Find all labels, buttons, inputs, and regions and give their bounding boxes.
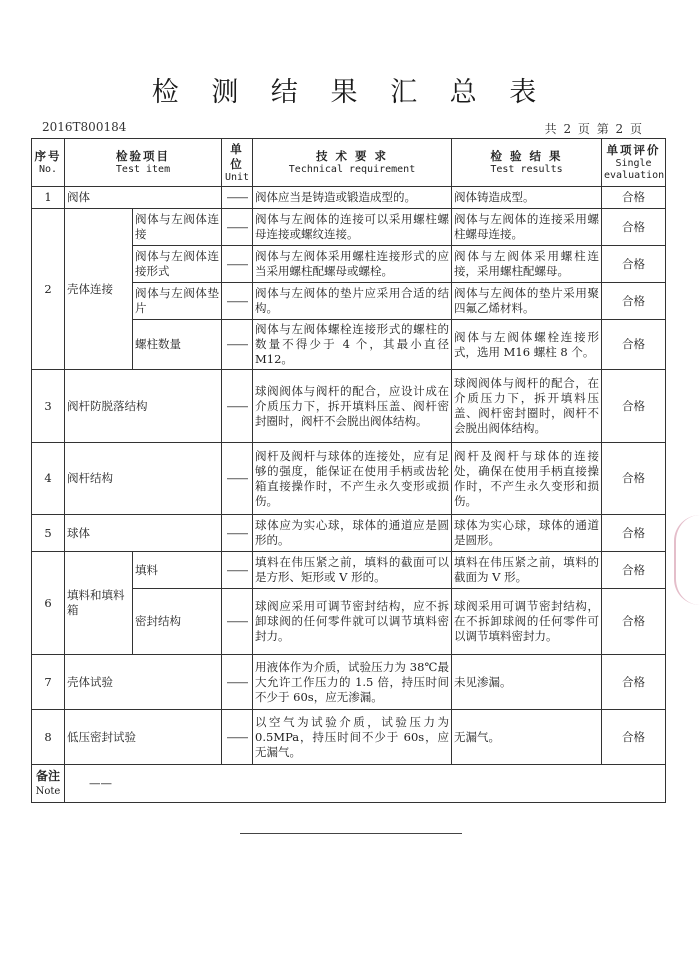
row-unit: —— bbox=[222, 515, 253, 552]
table-row bbox=[32, 710, 666, 765]
row-item: 填料和填料箱 bbox=[65, 552, 133, 655]
stamp-mark bbox=[674, 515, 700, 605]
table-row bbox=[32, 187, 666, 209]
remark-label: 备注 Note bbox=[32, 765, 65, 803]
row-no: 4 bbox=[32, 443, 65, 515]
row-requirement: 用液体作为介质，试验压力为 38℃最大允许工作压力的 1.5 倍，持压时间不少于 60s，应无渗漏。 bbox=[253, 655, 452, 710]
row-evaluation: 合格 bbox=[602, 552, 666, 589]
row-result: 未见渗漏。 bbox=[452, 655, 602, 710]
row-evaluation: 合格 bbox=[602, 283, 666, 320]
header-unit: 单位 Unit bbox=[222, 139, 253, 187]
row-unit: —— bbox=[222, 443, 253, 515]
row-no: 7 bbox=[32, 655, 65, 710]
row-evaluation: 合格 bbox=[602, 370, 666, 443]
row-result: 阀体与左阀体的垫片采用聚四氟乙烯材料。 bbox=[452, 283, 602, 320]
row-evaluation: 合格 bbox=[602, 515, 666, 552]
row-evaluation: 合格 bbox=[602, 209, 666, 246]
row-subitem: 填料 bbox=[133, 552, 222, 589]
header-row bbox=[32, 139, 666, 187]
row-no: 3 bbox=[32, 370, 65, 443]
header-seq: 序号 No. bbox=[32, 139, 65, 187]
remark-row bbox=[32, 765, 666, 803]
header-item: 检验项目 Test item bbox=[65, 139, 222, 187]
row-unit: —— bbox=[222, 655, 253, 710]
row-item: 阀杆结构 bbox=[65, 443, 222, 515]
row-unit: —— bbox=[222, 187, 253, 209]
row-result: 阀体铸造成型。 bbox=[452, 187, 602, 209]
row-result: 阀体与左阀体的连接采用螺柱螺母连接。 bbox=[452, 209, 602, 246]
row-item: 阀杆防脱落结构 bbox=[65, 370, 222, 443]
row-no: 2 bbox=[32, 209, 65, 370]
table-row bbox=[32, 209, 666, 246]
row-item: 壳体试验 bbox=[65, 655, 222, 710]
row-evaluation: 合格 bbox=[602, 443, 666, 515]
row-result: 球阀采用可调节密封结构，在不拆卸球阀的任何零件可以调节填料密封力。 bbox=[452, 589, 602, 655]
table-row bbox=[32, 655, 666, 710]
row-item: 阀体 bbox=[65, 187, 222, 209]
row-unit: —— bbox=[222, 209, 253, 246]
row-unit: —— bbox=[222, 320, 253, 370]
page-info: 共 2 页 第 2 页 bbox=[544, 122, 642, 136]
row-result: 球阀阀体与阀杆的配合，在介质压力下，拆开填料压盖、阀杆密封圈时，阀杆不会脱出阀体结构。 bbox=[452, 370, 602, 443]
row-requirement: 球体应为实心球，球体的通道应是圆形的。 bbox=[253, 515, 452, 552]
row-evaluation: 合格 bbox=[602, 589, 666, 655]
row-result: 阀体与左阀体螺栓连接形式，选用 M16 螺柱 8 个。 bbox=[452, 320, 602, 370]
row-result: 阀体与左阀体采用螺柱连接，采用螺柱配螺母。 bbox=[452, 246, 602, 283]
row-evaluation: 合格 bbox=[602, 187, 666, 209]
row-result: 无漏气。 bbox=[452, 710, 602, 765]
row-item: 低压密封试验 bbox=[65, 710, 222, 765]
row-subitem: 阀体与左阀体垫片 bbox=[133, 283, 222, 320]
row-no: 1 bbox=[32, 187, 65, 209]
row-evaluation: 合格 bbox=[602, 655, 666, 710]
row-no: 8 bbox=[32, 710, 65, 765]
row-requirement: 阀体与左阀体的垫片应采用合适的结构。 bbox=[253, 283, 452, 320]
row-unit: —— bbox=[222, 589, 253, 655]
row-subitem: 阀体与左阀体连接 bbox=[133, 209, 222, 246]
row-subitem: 密封结构 bbox=[133, 589, 222, 655]
remark-value: —— bbox=[65, 765, 666, 803]
header-results: 检 验 结 果 Test results bbox=[452, 139, 602, 187]
row-subitem: 螺柱数量 bbox=[133, 320, 222, 370]
table-row bbox=[32, 443, 666, 515]
row-unit: —— bbox=[222, 370, 253, 443]
row-unit: —— bbox=[222, 710, 253, 765]
row-item: 球体 bbox=[65, 515, 222, 552]
row-result: 阀杆及阀杆与球体的连接处，确保在使用手柄直接操作时，不产生永久变形和损伤。 bbox=[452, 443, 602, 515]
row-result: 填料在伟压紧之前，填料的截面为 V 形。 bbox=[452, 552, 602, 589]
bottom-rule bbox=[240, 833, 462, 834]
row-requirement: 球阀阀体与阀杆的配合，应设计成在介质压力下，拆开填料压盖、阀杆密封圈时，阀杆不会脱出阀体结构。 bbox=[253, 370, 452, 443]
row-evaluation: 合格 bbox=[602, 710, 666, 765]
row-subitem: 阀体与左阀体连接形式 bbox=[133, 246, 222, 283]
row-requirement: 以空气为试验介质，试验压力为 0.5MPa，持压时间不少于 60s，应无漏气。 bbox=[253, 710, 452, 765]
row-item: 壳体连接 bbox=[65, 209, 133, 370]
row-no: 5 bbox=[32, 515, 65, 552]
header-evaluation: 单项评价 Single evaluation bbox=[602, 139, 666, 187]
row-result: 球体为实心球，球体的通道是圆形。 bbox=[452, 515, 602, 552]
row-requirement: 阀体与左阀体采用螺柱连接形式的应当采用螺柱配螺母或螺栓。 bbox=[253, 246, 452, 283]
row-requirement: 阀杆及阀杆与球体的连接处，应有足够的强度，能保证在使用手柄或齿轮箱直接操作时，不产生永久变形或损伤。 bbox=[253, 443, 452, 515]
row-no: 6 bbox=[32, 552, 65, 655]
row-unit: —— bbox=[222, 246, 253, 283]
table-row bbox=[32, 370, 666, 443]
row-unit: —— bbox=[222, 552, 253, 589]
row-evaluation: 合格 bbox=[602, 246, 666, 283]
row-requirement: 球阀应采用可调节密封结构，应不拆卸球阀的任何零件就可以调节填料密封力。 bbox=[253, 589, 452, 655]
table-row bbox=[32, 515, 666, 552]
row-evaluation: 合格 bbox=[602, 320, 666, 370]
results-table bbox=[31, 138, 666, 803]
row-requirement: 阀体应当是铸造或锻造成型的。 bbox=[253, 187, 452, 209]
row-requirement: 阀体与左阀体的连接可以采用螺柱螺母连接或螺纹连接。 bbox=[253, 209, 452, 246]
row-requirement: 填料在伟压紧之前，填料的截面可以是方形、矩形或 V 形的。 bbox=[253, 552, 452, 589]
header-requirement: 技 术 要 求 Technical requirement bbox=[253, 139, 452, 187]
row-unit: —— bbox=[222, 283, 253, 320]
report-number: 2016T800184 bbox=[42, 120, 127, 134]
table-row bbox=[32, 552, 666, 589]
row-requirement: 阀体与左阀体螺栓连接形式的螺柱的数量不得少于 4 个，其最小直径M12。 bbox=[253, 320, 452, 370]
document-title: 检 测 结 果 汇 总 表 bbox=[151, 77, 549, 108]
